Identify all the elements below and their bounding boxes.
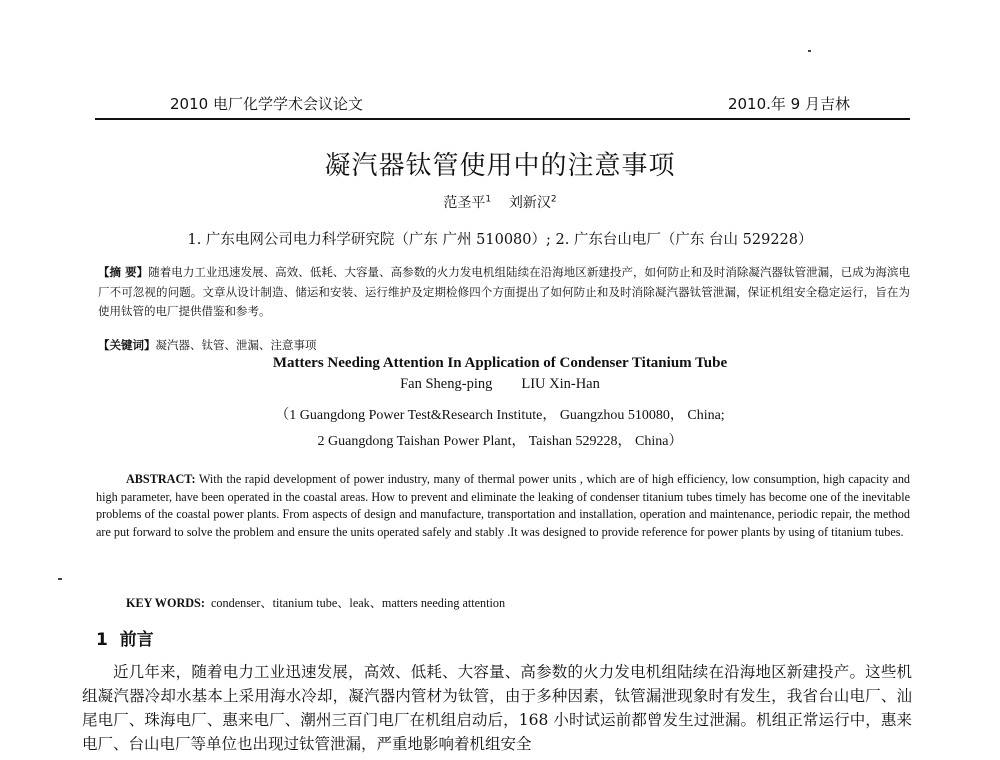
author-name: 范圣平 xyxy=(443,195,486,211)
header-rule xyxy=(95,118,910,120)
scan-speck xyxy=(58,578,62,580)
english-title: Matters Needing Attention In Application of Condenser Titanium Tube xyxy=(272,355,728,371)
abstract-en-text: With the rapid development of power industry, many of thermal power units , which are of high efficiency, low consumption, high capacity and high parameter, have been operated in the coastal areas. How to prevent and eliminate the leaking of condenser titanium tubes timely has become one of the inevitable problems of the coastal power plants. From aspects of design and manufacture, transportation and installation, operation and maintenance, periodic repair, the method are put forward to solve the problem and ensure the units operated safely and stably .It was designed to provide reference for power plants by using of titanium tubes. xyxy=(96,472,911,539)
english-authors: Fan Sheng-ping LIU Xin-Han xyxy=(400,376,600,392)
english-affiliation-1: （1 Guangdong Power Test&Research Institute， Guangzhou 510080， China; xyxy=(275,408,725,423)
abstract-cn-label: 【摘 要】 xyxy=(98,265,149,279)
abstract-cn-text: 随着电力工业迅速发展、高效、低耗、大容量、高参数的火力发电机组陆续在沿海地区新建投产，如何防止和及时消除凝汽器钛管泄漏，已成为海滨电厂不可忽视的问题。文章从设计制造、储运和安装、运行维护及定期检修四个方面提出了如何防止和及时消除凝汽器钛管泄漏，保证机组安全稳定运行，旨在为使用钛管的电厂提供借鉴和参考。 xyxy=(98,265,910,318)
running-header-right: 2010.年 9 月吉林 xyxy=(727,95,850,113)
keywords-en-label: KEY WORDS: xyxy=(126,596,205,610)
author-affil-mark: 1 xyxy=(485,194,492,205)
keywords-cn-text: 凝汽器、钛管、泄漏、注意事项 xyxy=(155,338,317,352)
abstract-cn xyxy=(98,263,910,322)
abstract-en xyxy=(96,471,910,541)
keywords-cn xyxy=(98,337,317,353)
author-affil-mark: 2 xyxy=(550,194,557,205)
body-paragraph: 近几年来，随着电力工业迅速发展，高效、低耗、大容量、高参数的火力发电机组陆续在沿海地区新建投产。这些机组凝汽器冷却水基本上采用海水冷却，凝汽器内管材为钛管，由于多种因素，钛管漏泄现象时有发生，我省台山电厂、汕尾电厂、珠海电厂、惠来电厂、潮州三百门电厂在机组启动后，168 小时试运前都曾发生过泄漏。机组正常运行中，惠来电厂、台山电厂等单位也出现过钛管泄漏，严重地影响着机组安全 xyxy=(82,663,912,753)
author-line xyxy=(0,192,1000,212)
scan-speck xyxy=(808,50,811,52)
keywords-cn-label: 【关键词】 xyxy=(98,338,156,352)
affiliations-cn: 1. 广东电网公司电力科学研究院（广东 广州 510080）; 2. 广东台山电厂（广东 台山 529228） xyxy=(187,232,813,248)
running-header-left: 2010 电厂化学学术会议论文 xyxy=(170,95,363,113)
paper-title: 凝汽器钛管使用中的注意事项 xyxy=(324,151,676,181)
section-heading: 1 前言 xyxy=(96,630,154,650)
author-name: 刘新汉 xyxy=(508,195,551,211)
keywords-en xyxy=(126,594,505,611)
abstract-en-label: ABSTRACT: xyxy=(126,472,196,486)
keywords-en-text: condenser、titanium tube、leak、matters needing attention xyxy=(211,596,506,610)
english-affiliation-2: 2 Guangdong Taishan Power Plant， Taishan 529228， China） xyxy=(317,434,683,449)
